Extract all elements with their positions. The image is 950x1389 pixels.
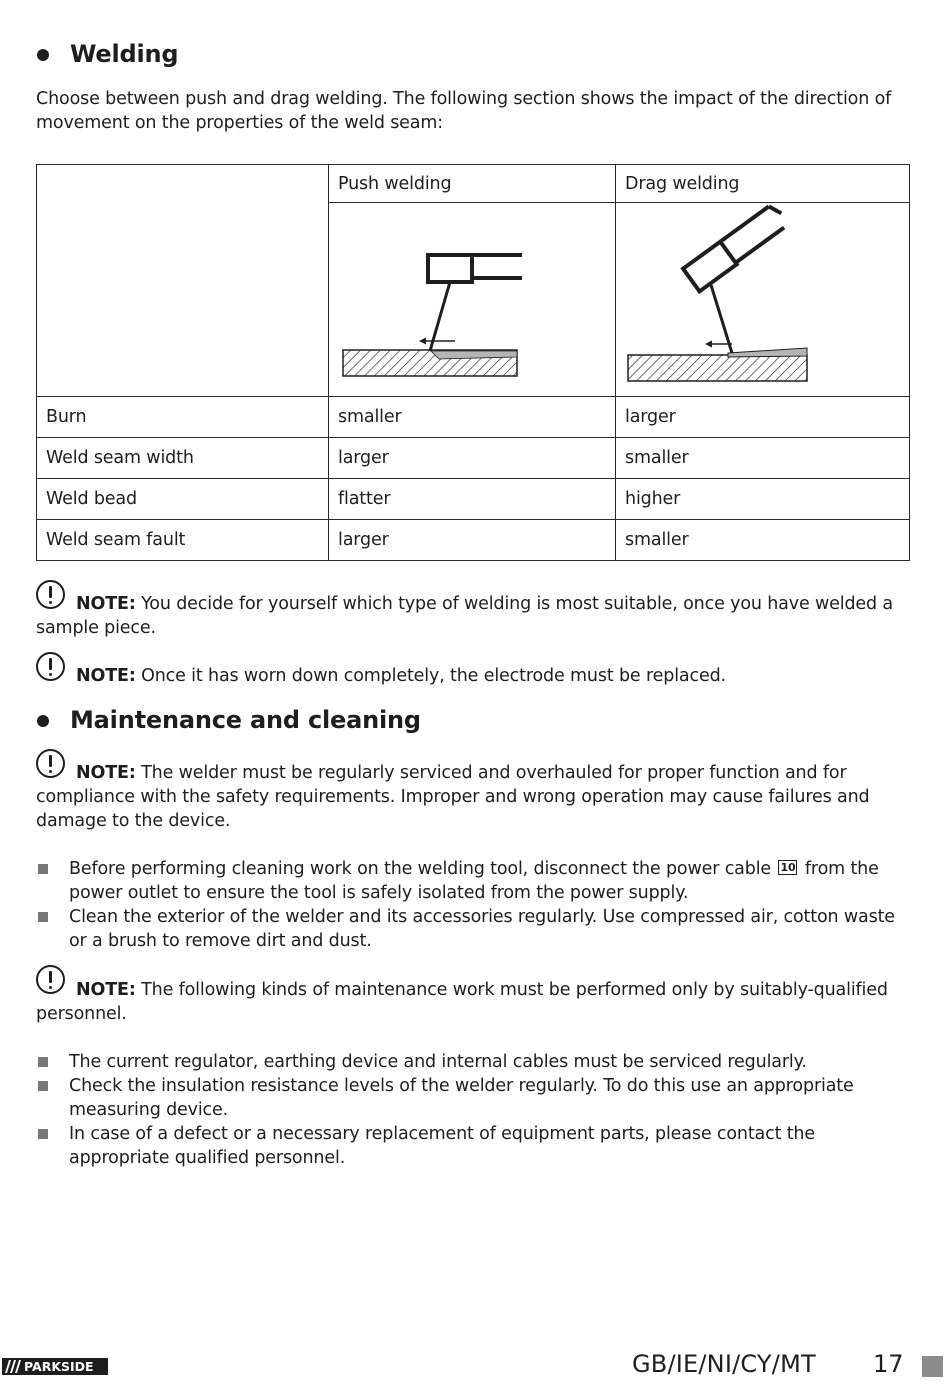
push-value: larger [329, 520, 616, 561]
note-text: The following kinds of maintenance work must be performed only by suitably-qualified personnel. [36, 980, 888, 1024]
row-label: Weld seam width [37, 438, 329, 479]
drag-value: larger [616, 397, 910, 438]
push-welding-illustration [329, 203, 616, 397]
list-item [36, 905, 914, 953]
table-row [37, 479, 910, 520]
row-label: Weld bead [37, 479, 329, 520]
header-push-welding: Push welding [329, 165, 616, 203]
gray-square-icon [38, 1081, 48, 1091]
table-row [37, 520, 910, 561]
note-label: NOTE: [76, 594, 136, 614]
note-text: You decide for yourself which type of welding is most suitable, once you have welded a sample piece. [36, 594, 893, 638]
list-item [36, 1122, 914, 1170]
drag-value: smaller [616, 520, 910, 561]
note-2 [36, 664, 906, 688]
list-item-text [69, 857, 914, 905]
push-value: larger [329, 438, 616, 479]
list-item-text: Clean the exterior of the welder and its accessories regularly. Use compressed air, cotton waste or a brush to remove dirt and dust. [69, 907, 895, 951]
push-welding-diagram [329, 203, 613, 391]
push-value: flatter [329, 479, 616, 520]
footer-square-mark [922, 1356, 943, 1377]
table-row [37, 438, 910, 479]
note-text: The welder must be regularly serviced and overhauled for proper function and for compliance with the safety requirements. Improper and wrong operation may cause failures and damage to the device. [36, 763, 870, 831]
drag-welding-diagram [616, 203, 909, 391]
note-3 [36, 761, 914, 833]
table-empty-corner [37, 165, 329, 397]
header-drag-welding: Drag welding [616, 165, 910, 203]
bullet-text-part: from the power outlet to ensure the tool is safely isolated from the power supply. [69, 859, 879, 903]
maintenance-heading-text: Maintenance and cleaning [70, 706, 421, 734]
list-item-text: Check the insulation resistance levels of the welder regularly. To do this use an appropriate measuring device. [69, 1076, 854, 1120]
drag-value: higher [616, 479, 910, 520]
row-label: Burn [37, 397, 329, 438]
welding-heading [37, 40, 437, 70]
table-row [37, 397, 910, 438]
gray-square-icon [38, 1129, 48, 1139]
gray-square-icon [38, 912, 48, 922]
footer-country-codes: GB/IE/NI/CY/MT [632, 1350, 816, 1378]
filled-circle-icon [37, 715, 49, 727]
note-label: NOTE: [76, 666, 136, 686]
drag-value: smaller [616, 438, 910, 479]
page-number: 17 [873, 1350, 904, 1378]
row-label: Weld seam fault [37, 520, 329, 561]
note-4 [36, 978, 906, 1026]
list-item [36, 857, 914, 905]
list-item-text: The current regulator, earthing device and internal cables must be serviced regularly. [69, 1052, 807, 1072]
note-1 [36, 592, 906, 640]
list-item [36, 1074, 914, 1122]
note-label: NOTE: [76, 763, 136, 783]
welding-comparison-table [36, 164, 910, 561]
maintenance-heading [37, 706, 537, 736]
list-item-text: In case of a defect or a necessary replacement of equipment parts, please contact the appropriate qualified personnel. [69, 1124, 815, 1168]
note-text: Once it has worn down completely, the electrode must be replaced. [141, 666, 726, 686]
filled-circle-icon [37, 49, 49, 61]
welding-heading-text: Welding [70, 40, 179, 68]
parkside-logo [2, 1358, 108, 1375]
note-label: NOTE: [76, 980, 136, 1000]
power-cable-reference: 10 [780, 861, 796, 874]
list-item [36, 1050, 914, 1074]
gray-square-icon [38, 864, 48, 874]
bullet-text-part: Before performing cleaning work on the welding tool, disconnect the power cable [69, 859, 772, 879]
table-header-row [37, 165, 910, 203]
brand-text: PARKSIDE [24, 1359, 94, 1374]
gray-square-icon [38, 1057, 48, 1067]
welding-intro: Choose between push and drag welding. The following section shows the impact of the direction of movement on the properties of the weld seam: [36, 89, 892, 133]
drag-welding-illustration [616, 203, 910, 397]
push-value: smaller [329, 397, 616, 438]
